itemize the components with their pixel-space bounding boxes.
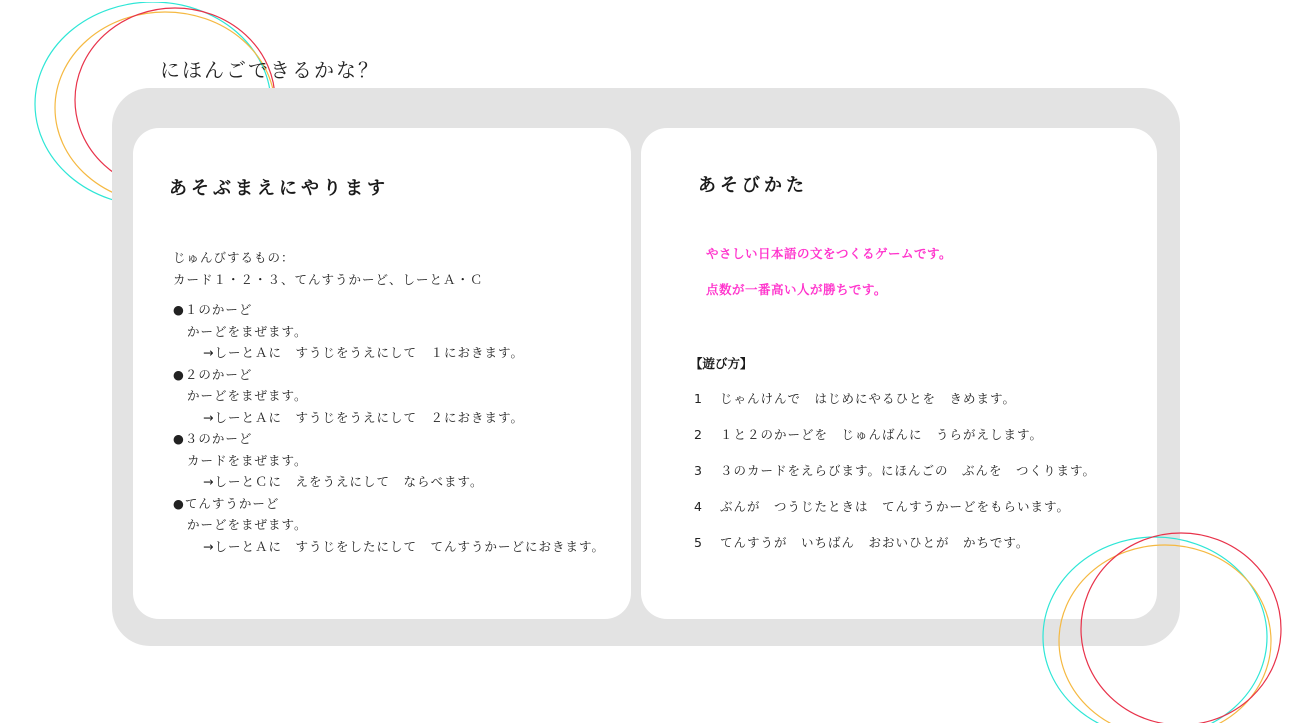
howto-heading: 【遊び方】 (690, 356, 753, 371)
prep-line: →しーとＡに すうじをうえにして ２におきます。 (203, 409, 524, 425)
step-item (694, 461, 1096, 497)
prep-line: ●２のかーど (173, 366, 253, 382)
step-item (694, 497, 1096, 533)
step-text: ぶんが つうじたときは てんすうかーどをもらいます。 (720, 499, 1071, 514)
prep-line: かーどをまぜます。 (187, 323, 308, 339)
step-text: てんすうが いちばん おおいひとが かちです。 (720, 535, 1030, 550)
prep-card (133, 128, 631, 619)
step-number: 2 (694, 427, 703, 442)
prep-line: じゅんびするもの： (173, 250, 295, 265)
step-number: 4 (694, 499, 703, 514)
rules-intro (706, 244, 952, 316)
prep-heading: あそぶまえにやります (169, 178, 389, 199)
step-number: 5 (694, 535, 703, 550)
prep-line: カード１・２・３、てんすうかーど、しーとＡ・Ｃ (173, 271, 484, 287)
prep-list (173, 247, 613, 557)
prep-line: カードをまぜます。 (187, 452, 308, 468)
step-text: １と２のかーどを じゅんばんに うらがえします。 (720, 427, 1044, 442)
rules-card (641, 128, 1157, 619)
intro-line: やさしい日本語の文をつくるゲームです。 (706, 246, 953, 261)
prep-line: →しーとＡに すうじをうえにして １におきます。 (203, 345, 524, 360)
prep-line: ●１のかーど (173, 302, 253, 317)
step-number: 1 (694, 391, 703, 406)
steps-list (694, 389, 1096, 569)
page-title: にほんごできるかな？ (160, 58, 380, 82)
step-item (694, 533, 1096, 569)
step-text: じゃんけんで はじめにやるひとを きめます。 (720, 391, 1017, 406)
prep-line: かーどをまぜます。 (187, 388, 308, 403)
step-item (694, 389, 1096, 425)
rules-heading: あそびかた (698, 175, 808, 196)
intro-line: 点数が一番高い人が勝ちです。 (706, 282, 887, 297)
step-item (694, 425, 1096, 461)
step-number: 3 (694, 463, 703, 478)
prep-line: かーどをまぜます。 (187, 517, 308, 532)
prep-line: →しーとＡに すうじをしたにして てんすうかーどにおきます。 (203, 538, 605, 554)
prep-line: ●３のかーど (173, 431, 253, 446)
prep-line: →しーとＣに えをうえにして ならべます。 (203, 474, 484, 489)
prep-line: ●てんすうかーど (173, 495, 280, 511)
step-text: ３のカードをえらびます。にほんごの ぶんを つくります。 (720, 463, 1097, 478)
